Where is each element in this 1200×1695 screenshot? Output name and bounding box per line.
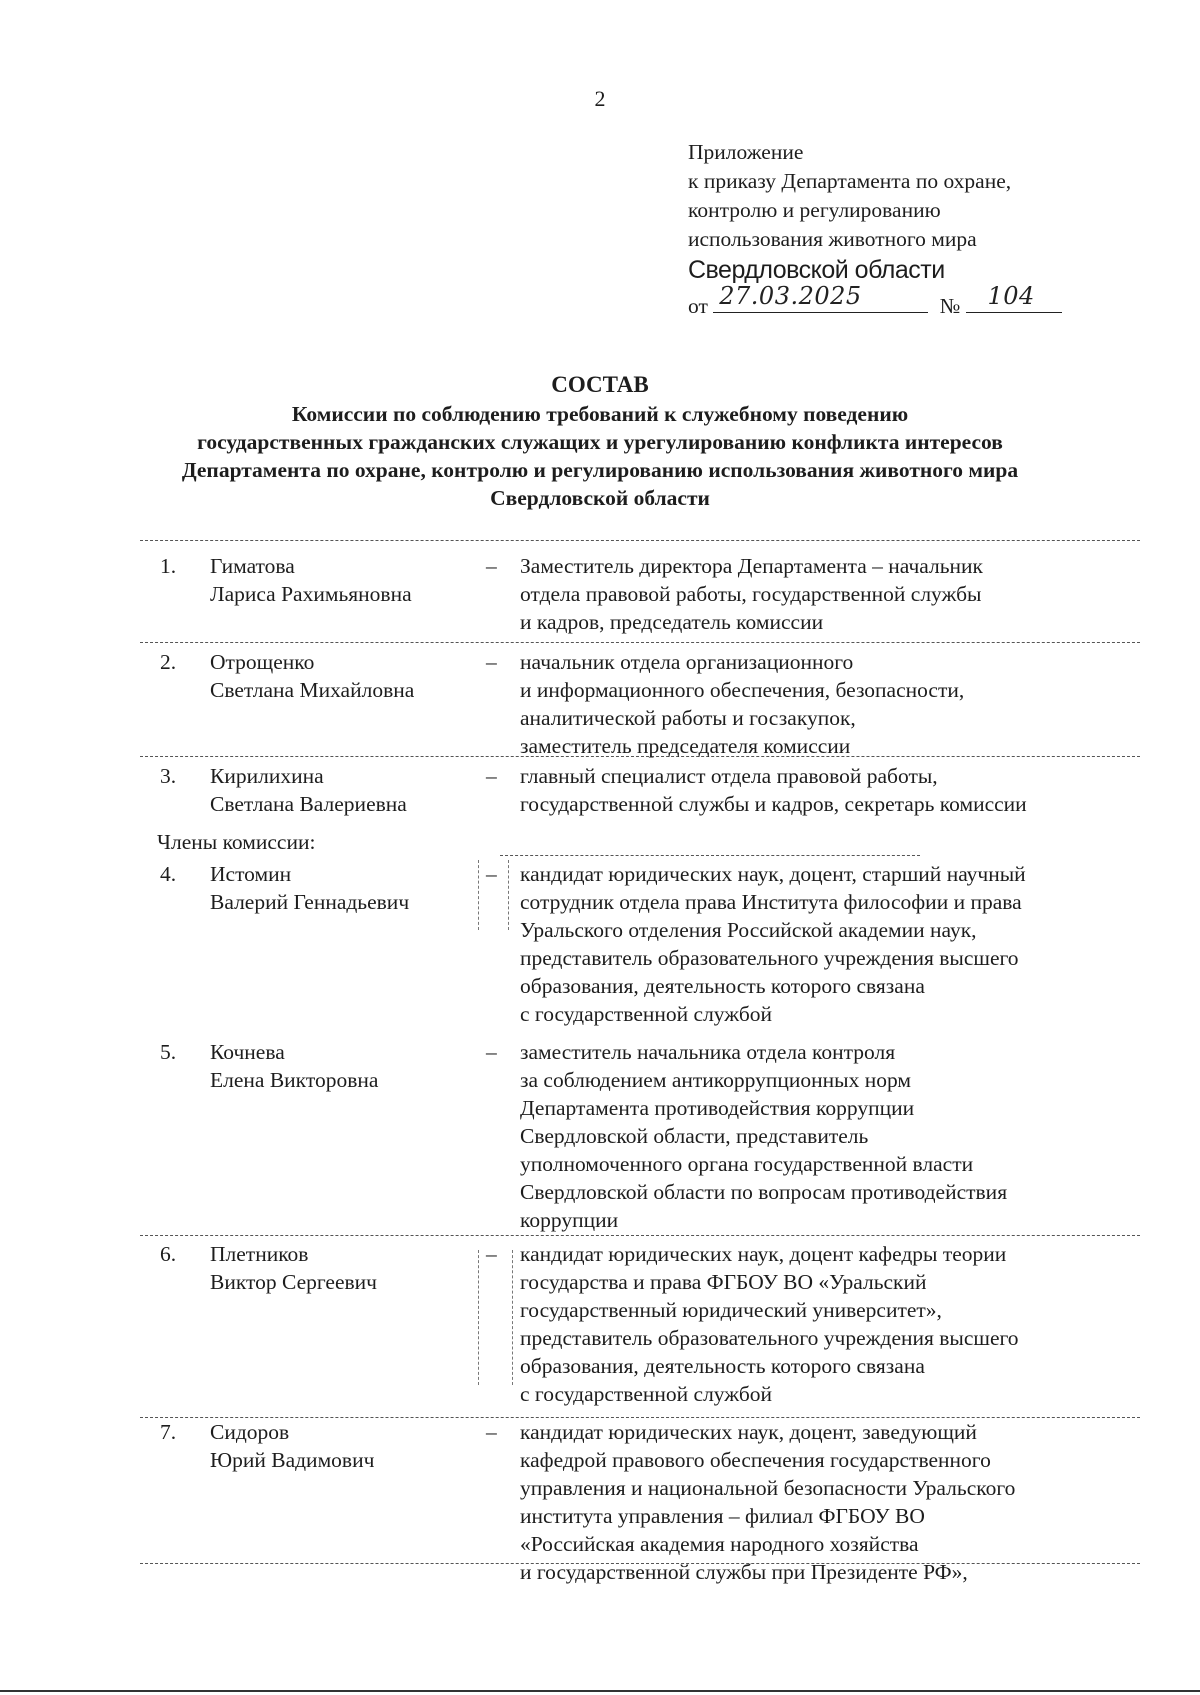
- document-title: СОСТАВ: [551, 372, 649, 397]
- member-given-names: Виктор Сергеевич: [210, 1270, 377, 1294]
- description-line: управления и национальной безопасности Уральского: [520, 1476, 1016, 1500]
- member-number: 4.: [160, 862, 177, 886]
- member-name: [210, 1418, 480, 1474]
- subtitle-line: государственных гражданских служащих и урегулированию конфликта интересов: [197, 430, 1003, 454]
- description-line: института управления – филиал ФГБОУ ВО: [520, 1504, 925, 1528]
- bottom-scan-edge: [0, 1690, 1200, 1692]
- description-line: образования, деятельность которого связана: [520, 1354, 925, 1378]
- description-line: начальник отдела организационного: [520, 650, 854, 674]
- member-given-names: Светлана Михайловна: [210, 678, 415, 702]
- appendix-line: к приказу Департамента по охране,: [688, 169, 1012, 193]
- description-line: государственный юридический университет»,: [520, 1298, 942, 1322]
- subtitle-line: Департамента по охране, контролю и регулированию использования животного мира: [181, 458, 1019, 482]
- member-name: [210, 648, 480, 704]
- description-line: Свердловской области по вопросам противодействия: [520, 1180, 1008, 1204]
- member-surname: Отрощенко: [210, 650, 315, 674]
- handwritten-date: 27.03.2025: [719, 282, 862, 310]
- member-surname: Истомин: [210, 862, 292, 886]
- description-line: кандидат юридических наук, доцент кафедры теории: [520, 1242, 1007, 1266]
- member-name: [210, 860, 480, 916]
- member-given-names: Светлана Валериевна: [210, 792, 407, 816]
- page-number: 2: [594, 86, 606, 111]
- number-field: [966, 282, 1062, 313]
- appendix-region: Свердловской области: [688, 256, 945, 284]
- member-number: 6.: [160, 1242, 177, 1266]
- description-line: заместитель председателя комиссии: [520, 734, 851, 758]
- separator-line: [140, 540, 1140, 541]
- description-line: и государственной службы при Президенте РФ»,: [520, 1560, 968, 1584]
- member-dash: –: [486, 1040, 497, 1064]
- description-line: образования, деятельность которого связана: [520, 974, 925, 998]
- appendix-line: Приложение: [688, 140, 804, 164]
- appendix-line: использования животного мира: [688, 227, 977, 251]
- member-description: [520, 860, 1140, 1028]
- description-line: кандидат юридических наук, доцент, заведующий: [520, 1420, 977, 1444]
- member-number: 3.: [160, 764, 177, 788]
- description-line: государства и права ФГБОУ ВО «Уральский: [520, 1270, 927, 1294]
- member-name: [210, 762, 480, 818]
- member-description: [520, 648, 1140, 760]
- appendix-header: [688, 138, 1138, 321]
- member-description: [520, 762, 1140, 818]
- description-line: коррупции: [520, 1208, 619, 1232]
- subtitle-line: Комиссии по соблюдению требований к служебному поведению: [291, 402, 909, 426]
- member-surname: Кочнева: [210, 1040, 285, 1064]
- date-field: [713, 282, 928, 313]
- subtitle-line: Свердловской области: [490, 486, 710, 510]
- handwritten-number: 104: [987, 282, 1035, 310]
- appendix-line: контролю и регулированию: [688, 198, 941, 222]
- member-surname: Сидоров: [210, 1420, 290, 1444]
- description-line: сотрудник отдела права Института философии и права: [520, 890, 1022, 914]
- member-name: [210, 552, 480, 608]
- description-line: Заместитель директора Департамента – начальник: [520, 554, 983, 578]
- members-label: Члены комиссии:: [157, 830, 316, 854]
- order-date-number-line: [688, 282, 1138, 321]
- description-line: «Российская академия народного хозяйства: [520, 1532, 919, 1556]
- description-line: Уральского отделения Российской академии наук,: [520, 918, 977, 942]
- document-subtitle: [0, 400, 1200, 512]
- member-description: [520, 1418, 1140, 1586]
- member-given-names: Лариса Рахимьяновна: [210, 582, 412, 606]
- member-number: 7.: [160, 1420, 177, 1444]
- date-prefix: от: [688, 294, 708, 318]
- description-line: аналитической работы и госзакупок,: [520, 706, 856, 730]
- description-line: кафедрой правового обеспечения государственного: [520, 1448, 991, 1472]
- member-description: [520, 552, 1140, 636]
- description-line: заместитель начальника отдела контроля: [520, 1040, 896, 1064]
- description-line: за соблюдением антикоррупционных норм: [520, 1068, 911, 1092]
- member-given-names: Юрий Вадимович: [210, 1448, 375, 1472]
- member-name: [210, 1240, 480, 1296]
- description-line: Свердловской области, представитель: [520, 1124, 869, 1148]
- member-given-names: Валерий Геннадьевич: [210, 890, 410, 914]
- description-line: с государственной службой: [520, 1382, 773, 1406]
- member-surname: Кирилихина: [210, 764, 324, 788]
- description-line: Департамента противодействия коррупции: [520, 1096, 915, 1120]
- member-dash: –: [486, 650, 497, 674]
- member-description: [520, 1038, 1140, 1234]
- description-line: уполномоченного органа государственной власти: [520, 1152, 974, 1176]
- description-line: с государственной службой: [520, 1002, 773, 1026]
- member-description: [520, 1240, 1140, 1408]
- member-dash: –: [486, 764, 497, 788]
- description-line: отдела правовой работы, государственной службы: [520, 582, 982, 606]
- member-dash: –: [486, 554, 497, 578]
- separator-line: [140, 1235, 1140, 1236]
- scan-mark: [512, 1250, 513, 1385]
- number-prefix: №: [939, 294, 961, 318]
- member-number: 2.: [160, 650, 177, 674]
- member-number: 1.: [160, 554, 177, 578]
- description-line: представитель образовательного учреждения высшего: [520, 946, 1019, 970]
- description-line: кандидат юридических наук, доцент, старший научный: [520, 862, 1026, 886]
- description-line: представитель образовательного учреждения высшего: [520, 1326, 1019, 1350]
- description-line: государственной службы и кадров, секретарь комиссии: [520, 792, 1027, 816]
- member-given-names: Елена Викторовна: [210, 1068, 379, 1092]
- description-line: и кадров, председатель комиссии: [520, 610, 824, 634]
- separator-line: [500, 855, 920, 856]
- member-dash: –: [486, 1242, 497, 1266]
- description-line: и информационного обеспечения, безопасности,: [520, 678, 965, 702]
- scan-mark: [508, 860, 509, 930]
- member-surname: Гиматова: [210, 554, 295, 578]
- member-dash: –: [486, 862, 497, 886]
- separator-line: [140, 642, 1140, 643]
- member-surname: Плетников: [210, 1242, 309, 1266]
- member-name: [210, 1038, 480, 1094]
- description-line: главный специалист отдела правовой работы,: [520, 764, 938, 788]
- member-dash: –: [486, 1420, 497, 1444]
- member-number: 5.: [160, 1040, 177, 1064]
